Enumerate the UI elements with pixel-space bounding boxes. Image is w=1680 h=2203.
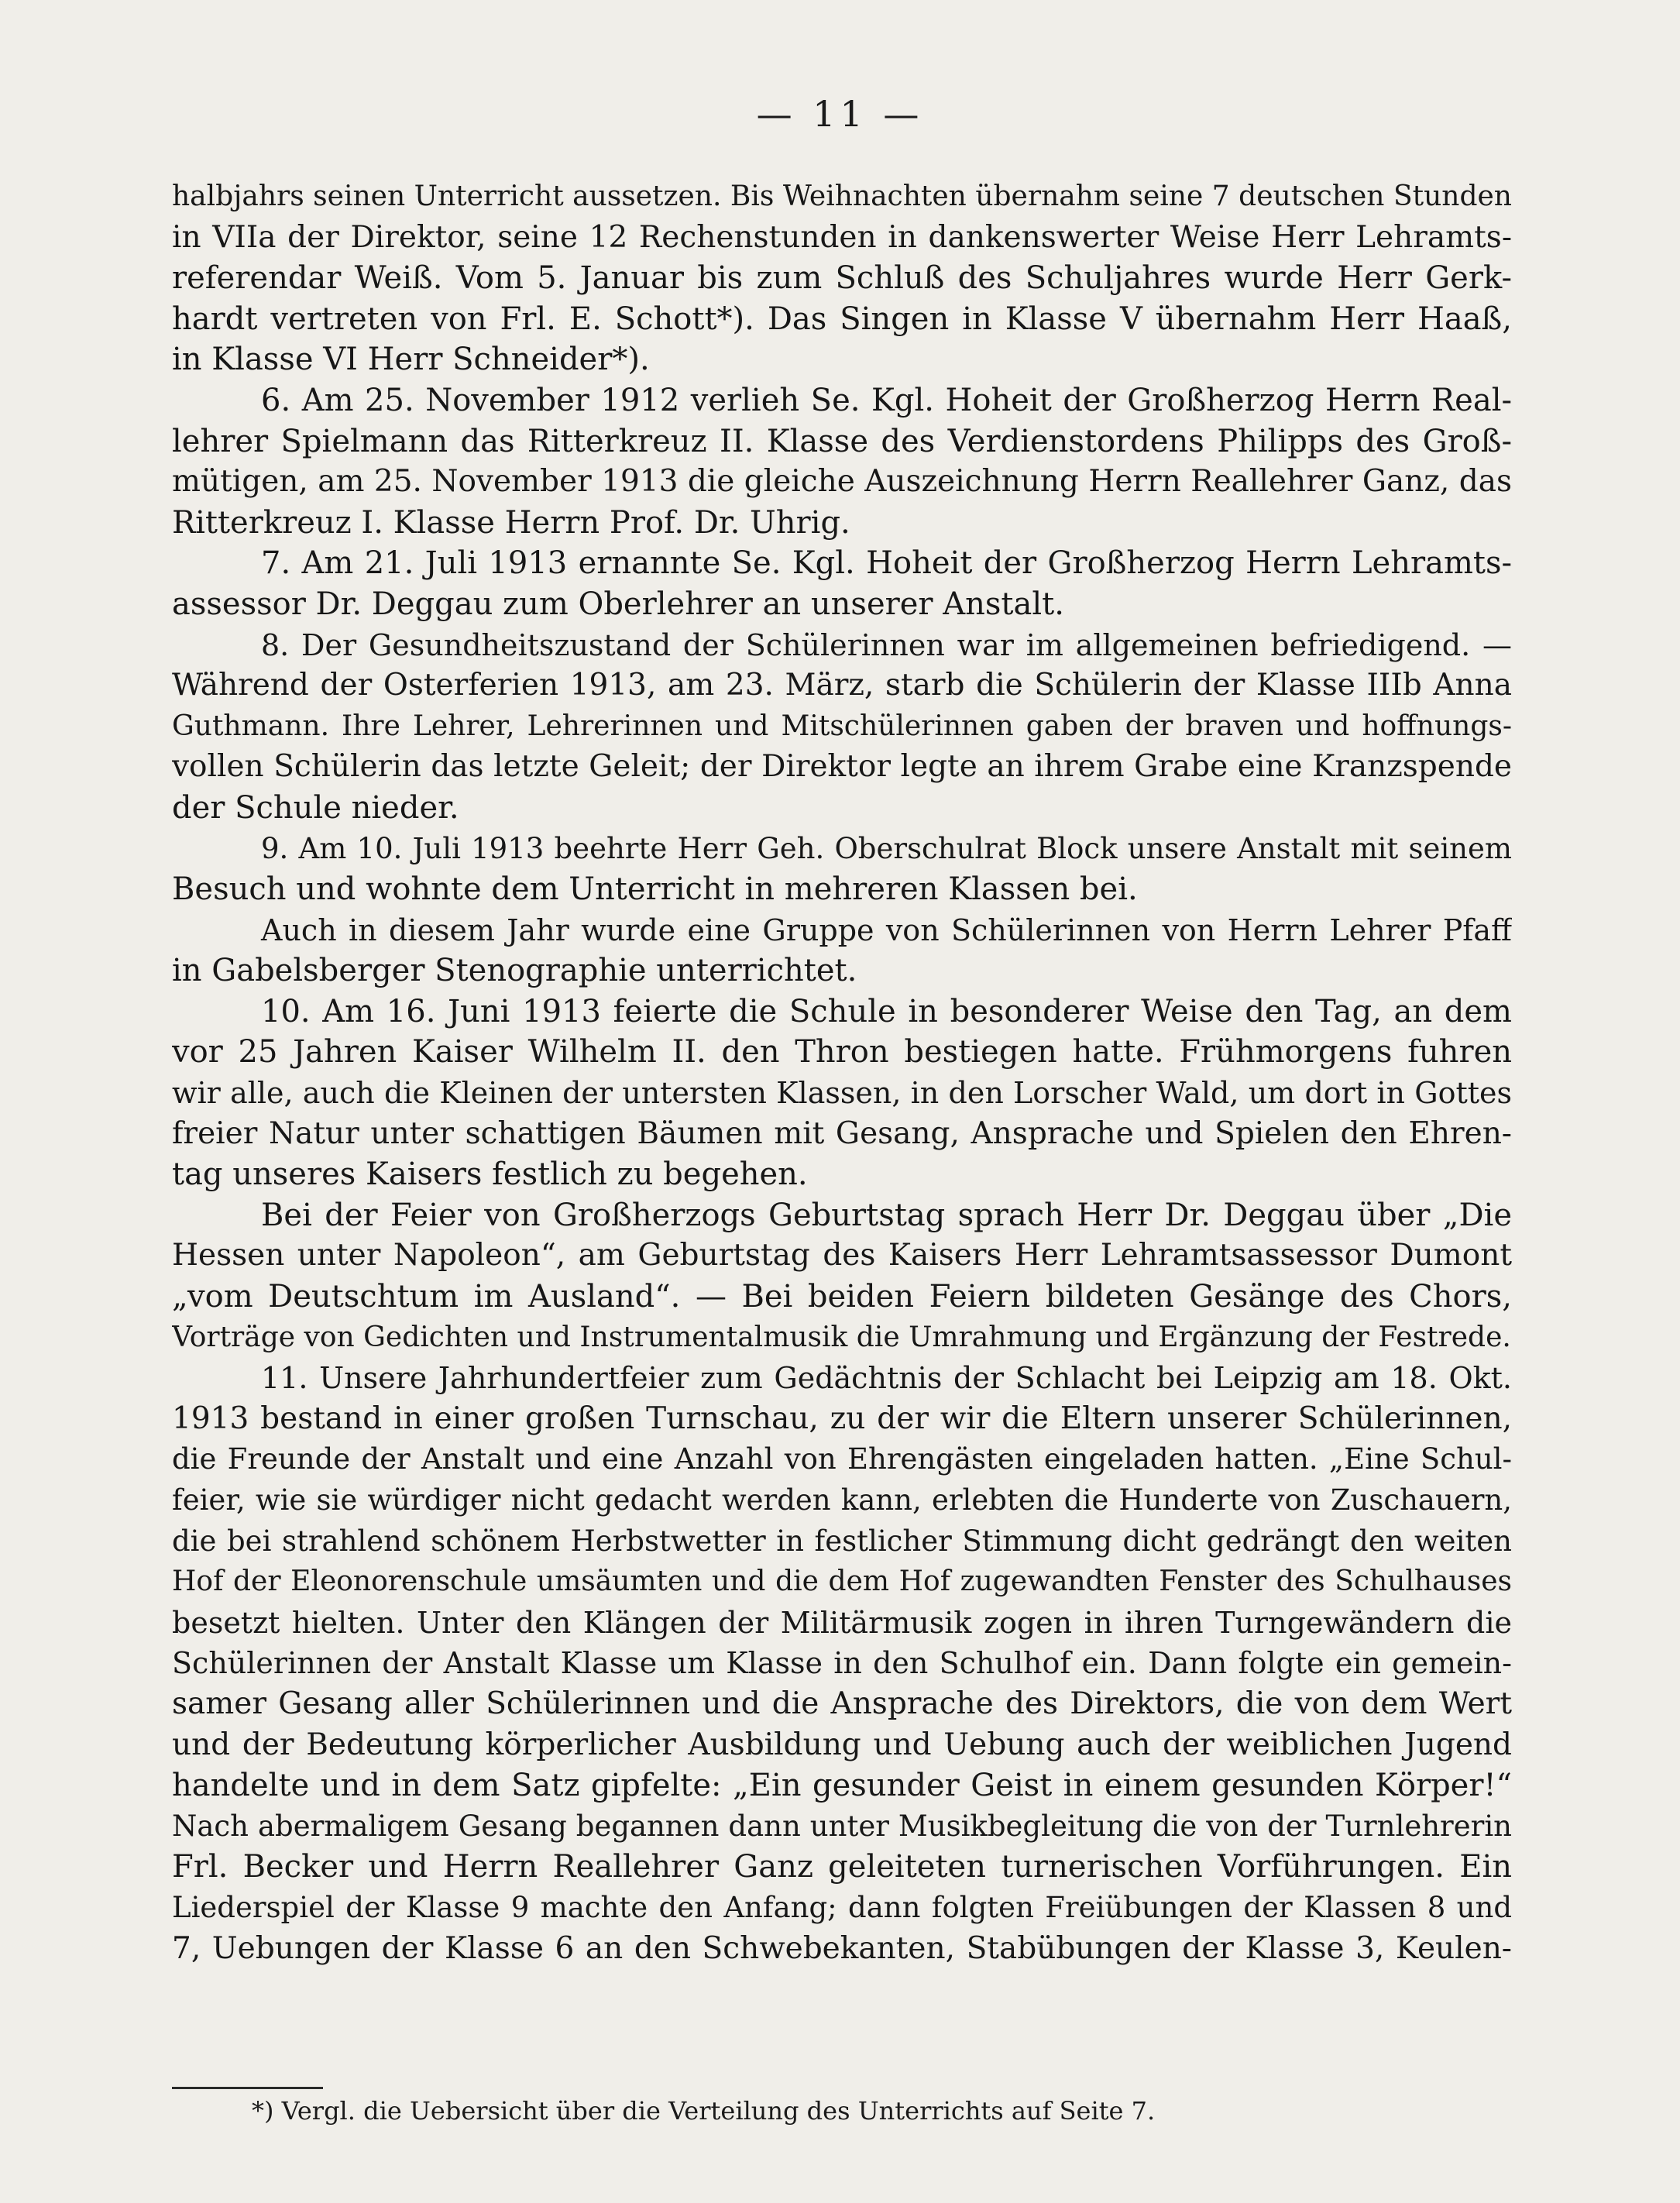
- text-line: 7. Am 21. Juli 1913 ernannte Se. Kgl. Hoheit der Großherzog Herrn Lehramts-: [261, 545, 1512, 582]
- text-line: lehrer Spielmann das Ritterkreuz II. Klasse des Verdienstordens Philipps des Groß-: [172, 423, 1512, 459]
- text-line: hardt vertreten von Frl. E. Schott*). Das Singen in Klasse V übernahm Herr Haaß,: [172, 301, 1512, 337]
- text-line: referendar Weiß. Vom 5. Januar bis zum Schluß des Schuljahres wurde Herr Gerk-: [172, 260, 1512, 297]
- text-line: Hessen unter Napoleon“, am Geburtstag des Kaisers Herr Lehramtsassessor Dumont: [172, 1238, 1512, 1273]
- text-line: vollen Schülerin das letzte Geleit; der Direktor legte an ihrem Grabe eine Kranzspende: [172, 749, 1512, 785]
- text-line: Guthmann. Ihre Lehrer, Lehrerinnen und Mitschülerinnen gaben der braven und hoffnungs-: [172, 710, 1512, 742]
- text-line: Ritterkreuz I. Klasse Herrn Prof. Dr. Uhrig.: [172, 504, 850, 541]
- text-line: die Freunde der Anstalt und eine Anzahl von Ehrengästen eingeladen hatten. „Eine Schul-: [172, 1442, 1512, 1476]
- text-line: Liederspiel der Klasse 9 machte den Anfang; dann folgten Freiübungen der Klassen 8 und: [172, 1890, 1512, 1924]
- text-line: assessor Dr. Deggau zum Oberlehrer an unserer Anstalt.: [172, 586, 1064, 622]
- text-line: die bei strahlend schönem Herbstwetter in festlicher Stimmung dicht gedrängt den weiten: [172, 1524, 1512, 1558]
- text-line: halbjahrs seinen Unterricht aussetzen. Bis Weihnachten übernahm seine 7 deutschen Stunden: [172, 180, 1512, 212]
- text-line: feier, wie sie würdiger nicht gedacht werden kann, erlebten die Hunderte von Zuschauern,: [172, 1483, 1512, 1517]
- text-line: 11. Unsere Jahrhundertfeier zum Gedächtnis der Schlacht bei Leipzig am 18. Okt.: [261, 1361, 1512, 1396]
- text-line: 6. Am 25. November 1912 verlieh Se. Kgl. Hoheit der Großherzog Herrn Real-: [261, 382, 1512, 418]
- text-line: freier Natur unter schattigen Bäumen mit Gesang, Ansprache und Spielen den Ehren-: [172, 1115, 1512, 1151]
- text-line: Nach abermaligem Gesang begannen dann unter Musikbegleitung die von der Turnlehrerin: [172, 1809, 1512, 1843]
- text-line: Auch in diesem Jahr wurde eine Gruppe von Schülerinnen von Herrn Lehrer Pfaff: [261, 912, 1512, 947]
- text-line: tag unseres Kaisers festlich zu begehen.: [172, 1156, 808, 1193]
- text-line: der Schule nieder.: [172, 789, 459, 826]
- text-line: 9. Am 10. Juli 1913 beehrte Herr Geh. Oberschulrat Block unsere Anstalt mit seinem: [261, 831, 1512, 865]
- text-line: Schülerinnen der Anstalt Klasse um Klasse in den Schulhof ein. Dann folgte ein gemein-: [172, 1646, 1512, 1681]
- text-line: Vorträge von Gedichten und Instrumentalmusik die Umrahmung und Ergänzung der Festrede.: [172, 1321, 1511, 1353]
- text-line: und der Bedeutung körperlicher Ausbildung und Uebung auch der weiblichen Jugend: [172, 1727, 1512, 1762]
- text-line: 10. Am 16. Juni 1913 feierte die Schule in besonderer Weise den Tag, an dem: [261, 993, 1512, 1029]
- text-line: samer Gesang aller Schülerinnen und die Ansprache des Direktors, die von dem Wert: [172, 1686, 1512, 1721]
- text-line: besetzt hielten. Unter den Klängen der Militärmusik zogen in ihren Turngewändern die: [172, 1605, 1512, 1640]
- text-line: Während der Osterferien 1913, am 23. März, starb die Schülerin der Klasse IIIb Anna: [172, 668, 1512, 703]
- text-line: Hof der Eleonorenschule umsäumten und die dem Hof zugewandten Fenster des Schulhauses: [172, 1565, 1512, 1598]
- footnote: *) Vergl. die Uebersicht über die Verteilung des Unterrichts auf Seite 7.: [252, 2096, 1156, 2126]
- text-line: in Klasse VI Herr Schneider*).: [172, 342, 650, 378]
- text-line: in VIIa der Direktor, seine 12 Rechenstunden in dankenswerter Weise Herr Lehramts-: [172, 219, 1512, 255]
- text-line: wir alle, auch die Kleinen der untersten Klassen, in den Lorscher Wald, um dort in Gottes: [172, 1076, 1512, 1111]
- text-line: vor 25 Jahren Kaiser Wilhelm II. den Thron bestiegen hatte. Frühmorgens fuhren: [172, 1034, 1512, 1071]
- text-line: Frl. Becker und Herrn Reallehrer Ganz geleiteten turnerischen Vorführungen. Ein: [172, 1849, 1512, 1885]
- footnote-rule: [172, 2087, 323, 2089]
- text-line: handelte und in dem Satz gipfelte: „Ein gesunder Geist in einem gesunden Körper!“: [172, 1768, 1512, 1804]
- body-text: [172, 177, 1512, 1969]
- text-line: 8. Der Gesundheitszustand der Schülerinnen war im allgemeinen befriedigend. —: [261, 627, 1512, 662]
- text-line: mütigen, am 25. November 1913 die gleiche Auszeichnung Herrn Reallehrer Ganz, das: [172, 464, 1512, 500]
- page-number: — 11 —: [756, 93, 924, 135]
- text-line: „vom Deutschtum im Ausland“. — Bei beiden Feiern bildeten Gesänge des Chors,: [172, 1279, 1512, 1315]
- text-line: 7, Uebungen der Klasse 6 an den Schwebekanten, Stabübungen der Klasse 3, Keulen-: [172, 1930, 1512, 1966]
- text-line: Bei der Feier von Großherzogs Geburtstag sprach Herr Dr. Deggau über „Die: [261, 1197, 1512, 1233]
- text-line: in Gabelsberger Stenographie unterrichtet.: [172, 953, 857, 989]
- text-line: 1913 bestand in einer großen Turnschau, zu der wir die Eltern unserer Schülerinnen,: [172, 1401, 1512, 1436]
- text-line: Besuch und wohnte dem Unterricht in mehreren Klassen bei.: [172, 871, 1138, 908]
